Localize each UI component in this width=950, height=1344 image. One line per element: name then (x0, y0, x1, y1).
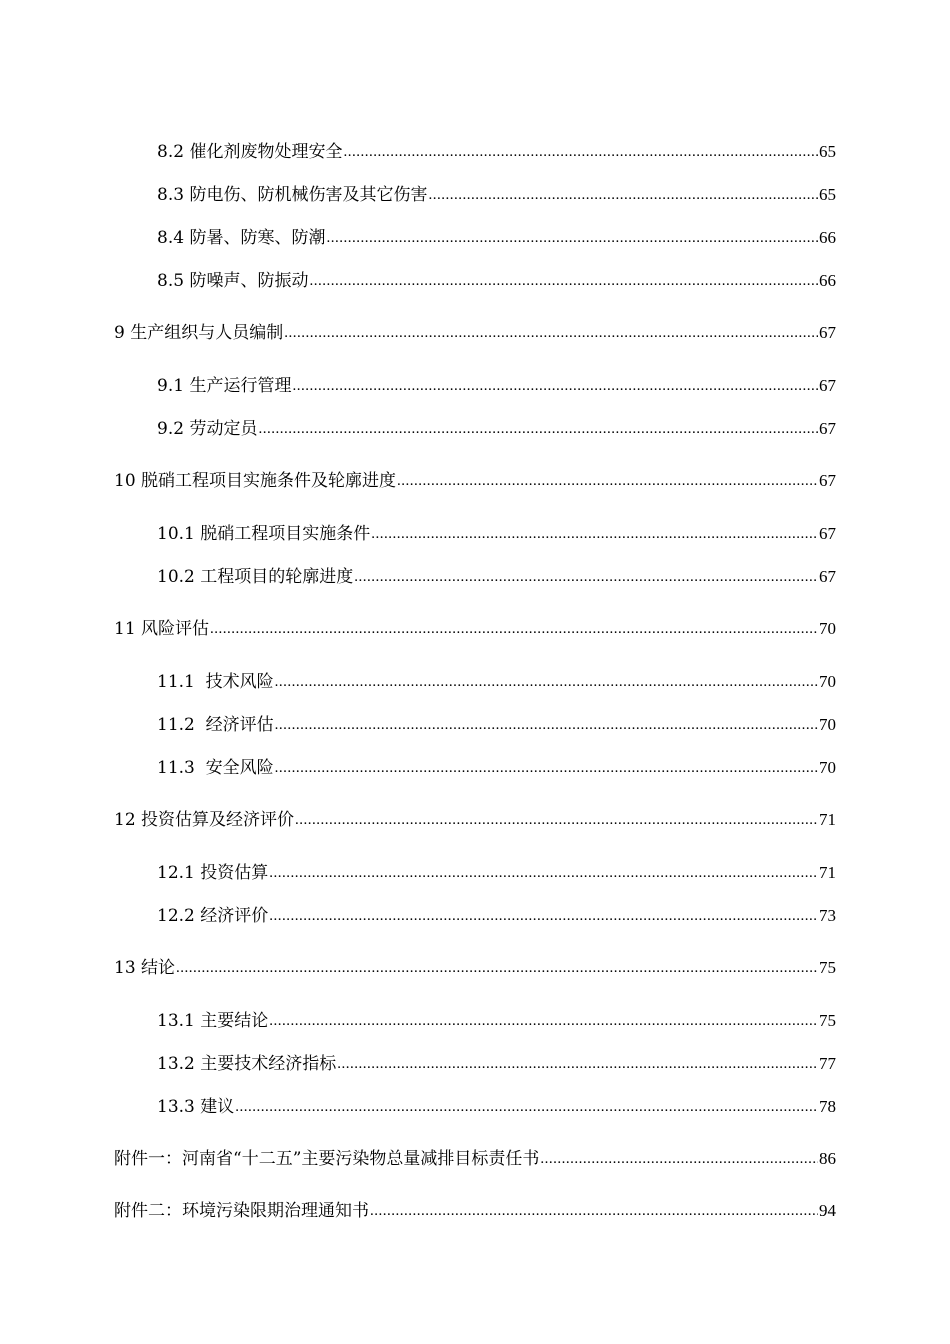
toc-dot-leader (540, 1148, 818, 1170)
toc-page-number: 67 (819, 419, 836, 438)
toc-dot-leader (295, 809, 818, 831)
toc-entry-12[interactable] (114, 805, 836, 831)
toc-entry-11-2[interactable] (157, 710, 836, 736)
toc-entry-13[interactable] (114, 953, 836, 979)
toc-page-number: 73 (819, 906, 836, 925)
toc-dot-leader (275, 757, 818, 779)
toc-entry-12-2[interactable] (157, 901, 836, 927)
toc-dot-leader (269, 905, 818, 927)
toc-dot-leader (275, 714, 818, 736)
toc-page-number: 70 (819, 758, 836, 777)
toc-page-number: 67 (819, 471, 836, 490)
toc-page-number: 86 (819, 1149, 836, 1168)
toc-entry-title: 8.2 催化剂废物处理安全 (157, 142, 343, 162)
toc-entry-9-1[interactable] (157, 371, 836, 397)
toc-entry-title: 9.1 生产运行管理 (157, 376, 292, 396)
toc-dot-leader (258, 418, 818, 440)
toc-page-number: 65 (819, 142, 836, 161)
toc-page-number: 67 (819, 567, 836, 586)
toc-entry-title: 13 结论 (114, 958, 176, 978)
toc-page-number: 77 (819, 1054, 836, 1073)
toc-entry-10-1[interactable] (157, 519, 836, 545)
toc-dot-leader (354, 566, 818, 588)
toc-page-number: 70 (819, 619, 836, 638)
toc-entry-13-3[interactable] (157, 1092, 836, 1118)
toc-page-number: 78 (819, 1097, 836, 1116)
toc-page-number: 71 (819, 810, 836, 829)
toc-entry-10[interactable] (114, 466, 836, 492)
toc-dot-leader (210, 618, 818, 640)
toc-dot-leader (275, 671, 818, 693)
toc-entry-13-1[interactable] (157, 1006, 836, 1032)
toc-entry-title: 10.2 工程项目的轮廓进度 (157, 567, 354, 587)
toc-entry-11[interactable] (114, 614, 836, 640)
toc-entry-title: 9.2 劳动定员 (157, 419, 258, 439)
toc-entry-title: 8.4 防暑、防寒、防潮 (157, 228, 326, 248)
toc-entry-11-1[interactable] (157, 667, 836, 693)
toc-page-number: 75 (819, 1011, 836, 1030)
toc-entry-8-4[interactable] (157, 223, 836, 249)
toc-page-number: 67 (819, 323, 836, 342)
toc-entry-11-3[interactable] (157, 753, 836, 779)
toc-entry-9-2[interactable] (157, 414, 836, 440)
toc-dot-leader (176, 957, 818, 979)
toc-page-number: 66 (819, 271, 836, 290)
toc-entry-title: 9 生产组织与人员编制 (114, 323, 284, 343)
toc-dot-leader (370, 1200, 818, 1222)
toc-entry-appendix-1[interactable] (114, 1144, 836, 1170)
toc-entry-title: 附件二：环境污染限期治理通知书 (114, 1201, 369, 1221)
toc-entry-title: 8.5 防噪声、防振动 (157, 271, 309, 291)
toc-entry-8-2[interactable] (157, 137, 836, 163)
toc-entry-appendix-2[interactable] (114, 1196, 836, 1222)
toc-entry-13-2[interactable] (157, 1049, 836, 1075)
toc-entry-8-3[interactable] (157, 180, 836, 206)
toc-page-number: 75 (819, 958, 836, 977)
toc-page-number: 67 (819, 524, 836, 543)
toc-entry-title: 12 投资估算及经济评价 (114, 810, 295, 830)
toc-dot-leader (371, 523, 818, 545)
toc-entry-title: 8.3 防电伤、防机械伤害及其它伤害 (157, 185, 428, 205)
toc-entry-title: 12.2 经济评价 (157, 906, 269, 926)
toc-entry-12-1[interactable] (157, 858, 836, 884)
toc-dot-leader (269, 1010, 818, 1032)
toc-entry-9[interactable] (114, 318, 836, 344)
toc-dot-leader (269, 862, 818, 884)
toc-entry-title: 12.1 投资估算 (157, 863, 269, 883)
toc-page-number: 65 (819, 185, 836, 204)
toc-entry-title: 11.1 技术风险 (157, 672, 274, 692)
toc-page-number: 94 (819, 1201, 836, 1220)
toc-entry-10-2[interactable] (157, 562, 836, 588)
toc-entry-title: 11 风险评估 (114, 619, 210, 639)
toc-dot-leader (343, 141, 818, 163)
toc-entry-title: 11.2 经济评估 (157, 715, 274, 735)
toc-entry-title: 附件一：河南省“十二五”主要污染物总量减排目标责任书 (114, 1149, 540, 1169)
toc-entry-8-5[interactable] (157, 266, 836, 292)
toc-dot-leader (397, 470, 818, 492)
toc-dot-leader (284, 322, 818, 344)
toc-entry-title: 13.1 主要结论 (157, 1011, 269, 1031)
toc-entry-title: 11.3 安全风险 (157, 758, 274, 778)
toc-entry-title: 10.1 脱硝工程项目实施条件 (157, 524, 371, 544)
toc-dot-leader (428, 184, 818, 206)
toc-page-number: 70 (819, 715, 836, 734)
toc-dot-leader (337, 1053, 818, 1075)
toc-entry-title: 10 脱硝工程项目实施条件及轮廓进度 (114, 471, 397, 491)
toc-dot-leader (292, 375, 818, 397)
toc-dot-leader (309, 270, 818, 292)
toc-page-number: 67 (819, 376, 836, 395)
toc-dot-leader (235, 1096, 818, 1118)
toc-entry-title: 13.3 建议 (157, 1097, 235, 1117)
toc-entry-title: 13.2 主要技术经济指标 (157, 1054, 337, 1074)
toc-page-number: 71 (819, 863, 836, 882)
toc-dot-leader (326, 227, 818, 249)
toc-page-number: 66 (819, 228, 836, 247)
toc-page-number: 70 (819, 672, 836, 691)
